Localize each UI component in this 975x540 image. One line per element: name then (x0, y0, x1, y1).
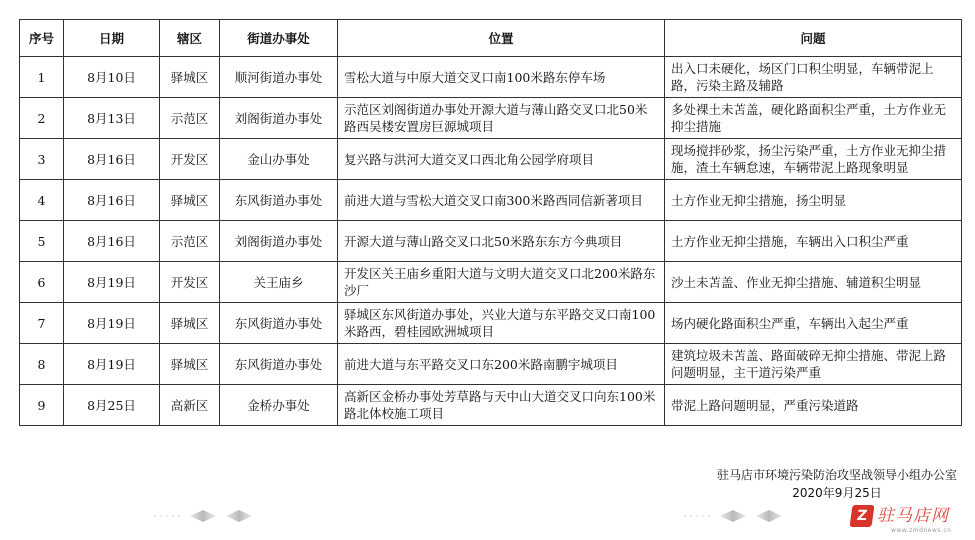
cell-issue: 沙土未苫盖、作业无抑尘措施、辅道积尘明显 (665, 262, 962, 303)
cell-location: 驿城区东风街道办事处，兴业大道与东平路交叉口南100米路西，碧桂园欧洲城项目 (338, 303, 665, 344)
decorative-dots (682, 514, 712, 518)
cell-date: 8月13日 (64, 98, 160, 139)
cell-office: 关王庙乡 (220, 262, 338, 303)
cell-no: 6 (20, 262, 64, 303)
cell-location: 高新区金桥办事处芳草路与天中山大道交叉口向东100米路北体校施工项目 (338, 385, 665, 426)
watermark-name: 驻马店网 (877, 506, 949, 526)
table-row (20, 57, 962, 98)
decorative-divider-right (680, 507, 810, 525)
header-district: 辖区 (160, 20, 220, 57)
cell-issue: 场内硬化路面积尘严重，车辆出入起尘严重 (665, 303, 962, 344)
cell-issue: 土方作业无抑尘措施，车辆出入口积尘严重 (665, 221, 962, 262)
cell-office: 顺河街道办事处 (220, 57, 338, 98)
diamond-ornament-icon (756, 510, 782, 522)
cell-office: 金桥办事处 (220, 385, 338, 426)
watermark-logo-icon: Z (849, 505, 874, 527)
table-row (20, 303, 962, 344)
signature-date: 2020年9月25日 (792, 486, 882, 500)
cell-office: 东风街道办事处 (220, 180, 338, 221)
cell-date: 8月25日 (64, 385, 160, 426)
table-row (20, 221, 962, 262)
cell-issue: 建筑垃圾未苫盖、路面破碎无抑尘措施、带泥上路问题明显，主干道污染严重 (665, 344, 962, 385)
cell-issue: 出入口未硬化，场区门口积尘明显，车辆带泥上路，污染主路及辅路 (665, 57, 962, 98)
cell-no: 9 (20, 385, 64, 426)
cell-date: 8月16日 (64, 180, 160, 221)
cell-district: 开发区 (160, 262, 220, 303)
signature-block (717, 466, 957, 502)
inspection-table (19, 19, 962, 426)
cell-issue: 现场搅拌砂浆，扬尘污染严重，土方作业无抑尘措施，渣土车辆怠速，车辆带泥上路现象明显 (665, 139, 962, 180)
diamond-ornament-icon (226, 510, 252, 522)
cell-no: 8 (20, 344, 64, 385)
cell-office: 刘阁街道办事处 (220, 98, 338, 139)
cell-district: 驿城区 (160, 344, 220, 385)
cell-location: 雪松大道与中原大道交叉口南100米路东停车场 (338, 57, 665, 98)
watermark-url: www.zmdnews.cn (891, 527, 952, 534)
cell-location: 开发区关王庙乡重阳大道与文明大道交叉口北200米路东沙厂 (338, 262, 665, 303)
document-body (19, 19, 961, 426)
header-no: 序号 (20, 20, 64, 57)
diamond-ornament-icon (190, 510, 216, 522)
cell-district: 驿城区 (160, 180, 220, 221)
table-row (20, 98, 962, 139)
cell-district: 示范区 (160, 221, 220, 262)
cell-issue: 土方作业无抑尘措施，扬尘明显 (665, 180, 962, 221)
cell-no: 5 (20, 221, 64, 262)
cell-issue: 多处裸土未苫盖，硬化路面积尘严重，土方作业无抑尘措施 (665, 98, 962, 139)
table-row (20, 180, 962, 221)
cell-office: 东风街道办事处 (220, 303, 338, 344)
cell-date: 8月16日 (64, 221, 160, 262)
decorative-dots (152, 514, 182, 518)
cell-no: 2 (20, 98, 64, 139)
table-row (20, 385, 962, 426)
cell-no: 3 (20, 139, 64, 180)
cell-office: 刘阁街道办事处 (220, 221, 338, 262)
cell-district: 示范区 (160, 98, 220, 139)
cell-date: 8月19日 (64, 303, 160, 344)
cell-no: 7 (20, 303, 64, 344)
cell-location: 前进大道与雪松大道交叉口南300米路西同信新著项目 (338, 180, 665, 221)
cell-office: 金山办事处 (220, 139, 338, 180)
table-header-row (20, 20, 962, 57)
header-location: 位置 (338, 20, 665, 57)
table-row (20, 344, 962, 385)
cell-no: 4 (20, 180, 64, 221)
cell-no: 1 (20, 57, 64, 98)
signature-office: 驻马店市环境污染防治攻坚战领导小组办公室 (716, 468, 957, 482)
table-row (20, 139, 962, 180)
cell-district: 高新区 (160, 385, 220, 426)
cell-office: 东风街道办事处 (220, 344, 338, 385)
cell-date: 8月19日 (64, 344, 160, 385)
header-issue: 问题 (665, 20, 962, 57)
header-date: 日期 (64, 20, 160, 57)
header-office: 街道办事处 (220, 20, 338, 57)
cell-date: 8月19日 (64, 262, 160, 303)
table-row (20, 262, 962, 303)
decorative-divider-left (150, 507, 280, 525)
cell-date: 8月10日 (64, 57, 160, 98)
cell-location: 开源大道与薄山路交叉口北50米路东东方今典项目 (338, 221, 665, 262)
cell-district: 驿城区 (160, 303, 220, 344)
diamond-ornament-icon (720, 510, 746, 522)
cell-district: 开发区 (160, 139, 220, 180)
cell-issue: 带泥上路问题明显，严重污染道路 (665, 385, 962, 426)
site-watermark (851, 503, 961, 537)
cell-district: 驿城区 (160, 57, 220, 98)
cell-location: 示范区刘阁街道办事处开源大道与薄山路交叉口北50米路西吴楼安置房巨源城项目 (338, 98, 665, 139)
cell-location: 复兴路与洪河大道交叉口西北角公园学府项目 (338, 139, 665, 180)
cell-date: 8月16日 (64, 139, 160, 180)
cell-location: 前进大道与东平路交叉口东200米路南鹏宇城项目 (338, 344, 665, 385)
